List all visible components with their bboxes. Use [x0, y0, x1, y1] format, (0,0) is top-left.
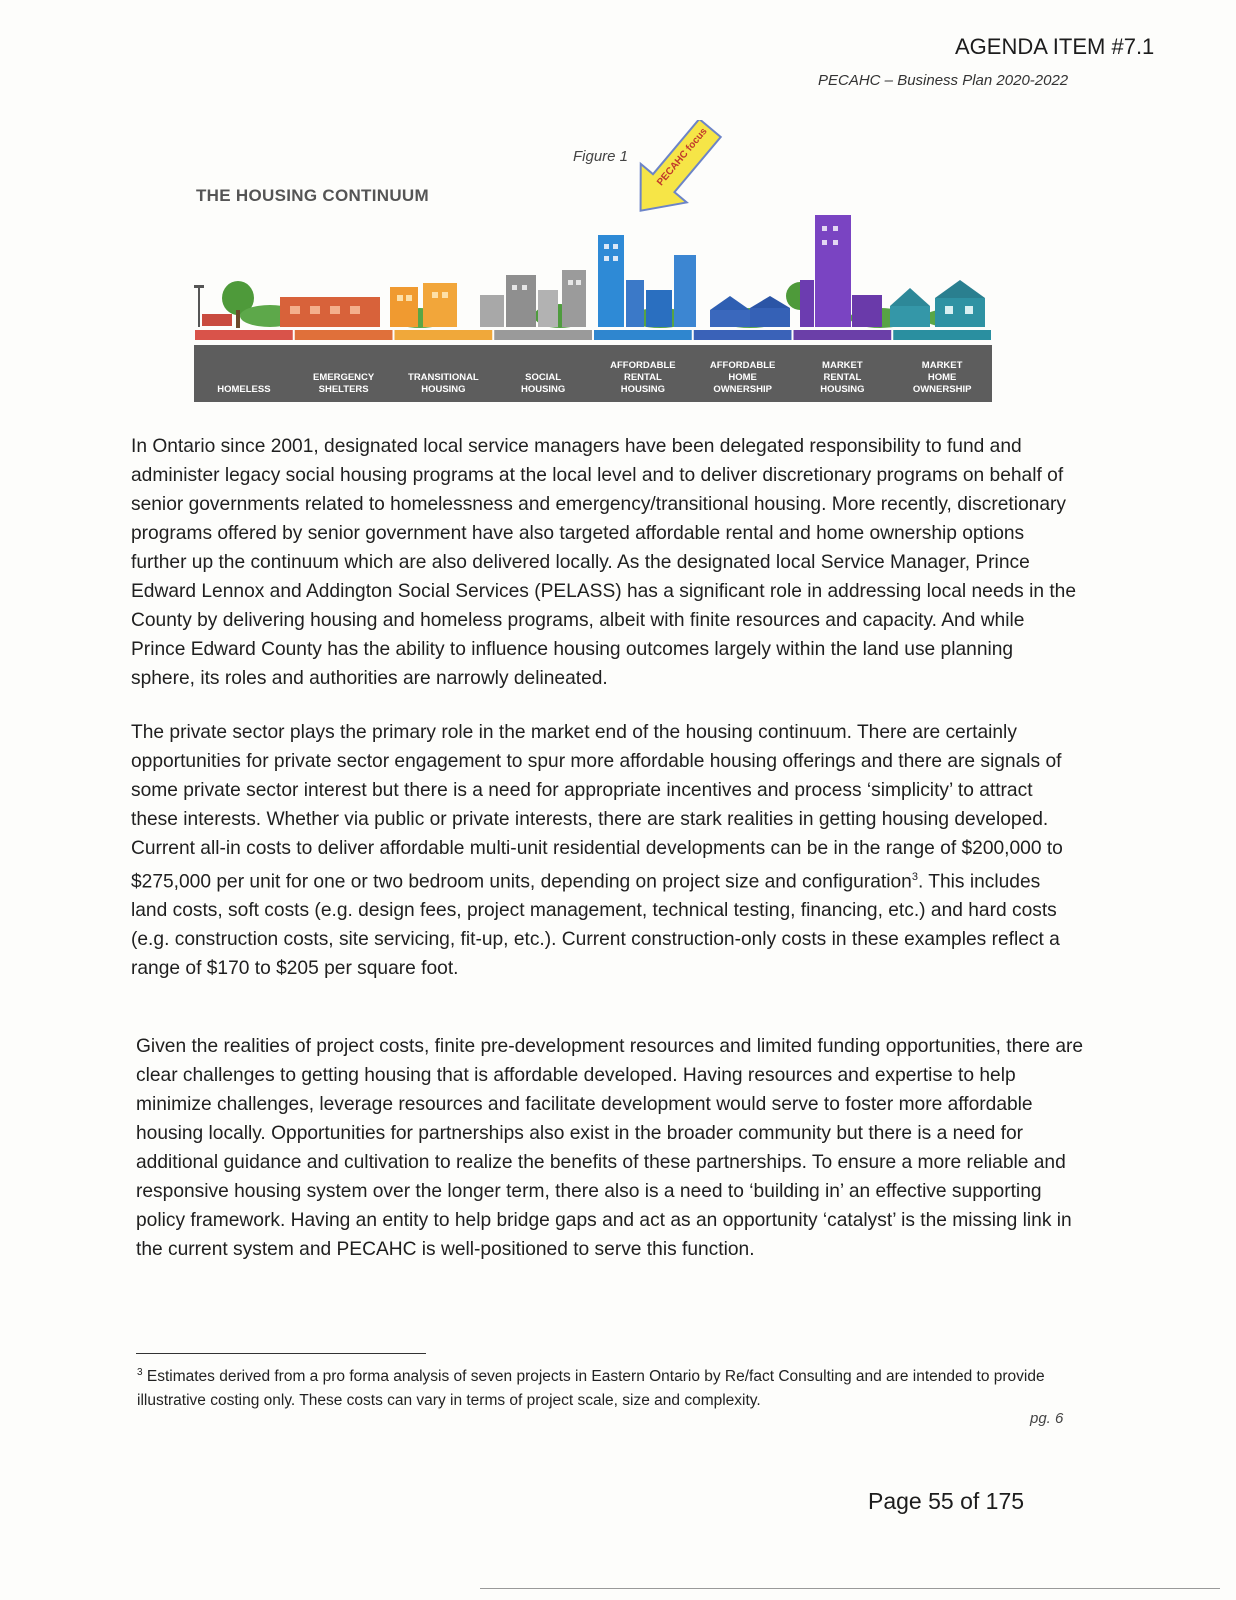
- social-housing-buildings: [480, 270, 586, 327]
- continuum-label-3-line-1: HOUSING: [520, 384, 566, 395]
- figure-title: THE HOUSING CONTINUUM: [196, 186, 429, 205]
- footnote: [137, 1361, 1057, 1413]
- transitional-housing-buildings: [390, 283, 457, 327]
- paragraph-1-text: In Ontario since 2001, designated local service managers have been delegated responsibility to fund and administer legacy social housing programs at the local level and to deliver discretionary programs on behalf of senior governments related to homelessness and emergency/transitional housing. More recently, discretionary programs offered by senior government have also targeted affordable rental and home ownership options further up the continuum which are also delivered locally. As the designated local Service Manager, Prince Edward Lennox and Addington Social Services (PELASS) has a significant role in addressing local needs in the County by delivering housing and homeless programs, albeit with finite resources and capacity. And while Prince Edward County has the ability to influence housing outcomes largely within the land use planning sphere, its roles and authorities are narrowly delineated.: [131, 436, 1077, 689]
- market-home-ownership-buildings: [890, 280, 985, 327]
- continuum-label-3-line-0: SOCIAL: [525, 372, 562, 383]
- continuum-label-6-line-0: MARKET: [822, 360, 863, 371]
- continuum-label-0-line-0: HOMELESS: [217, 384, 271, 395]
- paragraph-3-text: Given the realities of project costs, finite pre-development resources and limited funding opportunities, there are clear challenges to getting housing that is affordable developed. Having resources and expertise to help minimize challenges, leverage resources and facilitate development would serve to foster more affordable housing locally. Opportunities for partnerships also exist in the broader community but there is a need for additional guidance and cultivation to realize the benefits of these partnerships. To ensure a more reliable and responsive housing system over the longer term, there also is a need to ‘building in’ an effective supporting policy framework. Having an entity to help bridge gaps and act as an opportunity ‘catalyst’ is the missing link in the current system and PECAHC is well-positioned to serve this function.: [136, 1036, 1084, 1260]
- continuum-label-1-line-1: SHELTERS: [318, 384, 369, 395]
- affordable-home-ownership-buildings: [710, 296, 790, 327]
- footnote-rule: [136, 1353, 426, 1354]
- continuum-segment-0: [195, 330, 293, 340]
- continuum-segment-7: [893, 330, 991, 340]
- continuum-color-strip: [195, 330, 991, 340]
- continuum-segment-2: [395, 330, 493, 340]
- paragraph-2-text-b: . This includes land costs, soft costs (e.g. design fees, project management, technical testing, financing, etc.) and hard costs (e.g. construction costs, site servicing, fit-up, etc.). Current construction-only costs in these examples reflect a range of $170 to $205 per square foot.: [131, 871, 1060, 980]
- footnote-marker: 3: [137, 1367, 143, 1378]
- continuum-label-7-line-2: OWNERSHIP: [912, 384, 972, 395]
- continuum-label-6-line-2: HOUSING: [820, 384, 865, 395]
- continuum-label-4-line-1: RENTAL: [623, 372, 662, 383]
- continuum-label-7-line-0: MARKET: [921, 360, 963, 371]
- continuum-label-4-line-2: HOUSING: [620, 384, 666, 395]
- figure-label: Figure 1: [573, 148, 629, 165]
- paragraph-3: [136, 1032, 1086, 1264]
- market-rental-buildings: [800, 215, 882, 327]
- continuum-label-2-line-0: TRANSITIONAL: [408, 372, 479, 383]
- emergency-shelters-buildings: [280, 297, 380, 327]
- paragraph-2: [131, 718, 1081, 983]
- footnote-text: Estimates derived from a pro forma analysis of seven projects in Eastern Ontario by Re/fact Consulting and are intended to provide illustrative costing only. These costs can vary in terms of project scale, size and complexity.: [137, 1368, 1045, 1410]
- continuum-label-2-line-1: HOUSING: [421, 384, 466, 395]
- bottom-scan-line: [480, 1588, 1220, 1589]
- continuum-label-4-line-0: AFFORDABLE: [610, 360, 676, 371]
- continuum-label-5-line-0: AFFORDABLE: [709, 360, 776, 371]
- continuum-label-5-line-1: HOME: [728, 372, 757, 383]
- agenda-item-label: AGENDA ITEM #7.1: [955, 34, 1155, 59]
- footnote-reference: 3: [911, 871, 918, 883]
- paragraph-2-text-a: The private sector plays the primary role in the market end of the housing continuum. There are certainly opportunities for private sector engagement to spur more affordable housing offerings and there are signals of some private sector interest but there is a need for appropriate incentives and process ‘simplicity’ to attract these interests. Whether via public or private interests, there are stark realities in getting housing developed. Current all-in costs to deliver affordable multi-unit residential developments can be in the range of $200,000 to $275,000 per unit for one or two bedroom units, depending on project size and configuration: [131, 722, 1063, 893]
- continuum-segment-5: [694, 330, 792, 340]
- continuum-segment-1: [295, 330, 393, 340]
- arrow-label: PECAHC focus: [655, 126, 710, 189]
- paragraph-1: [131, 432, 1081, 693]
- pecahc-focus-arrow: [618, 120, 733, 230]
- continuum-label-6-line-1: RENTAL: [823, 372, 862, 383]
- page-number-label: pg. 6: [1030, 1410, 1064, 1427]
- continuum-label-1-line-0: EMERGENCY: [313, 372, 375, 383]
- page-of-total: Page 55 of 175: [868, 1488, 1025, 1514]
- continuum-segment-4: [594, 330, 692, 340]
- continuum-label-7-line-1: HOME: [927, 372, 957, 383]
- continuum-segment-6: [794, 330, 892, 340]
- continuum-segment-3: [494, 330, 592, 340]
- document-subtitle: PECAHC – Business Plan 2020-2022: [818, 72, 1069, 89]
- housing-continuum-figure: [190, 120, 1020, 420]
- continuum-label-5-line-2: OWNERSHIP: [713, 384, 772, 395]
- affordable-rental-buildings: [598, 235, 696, 327]
